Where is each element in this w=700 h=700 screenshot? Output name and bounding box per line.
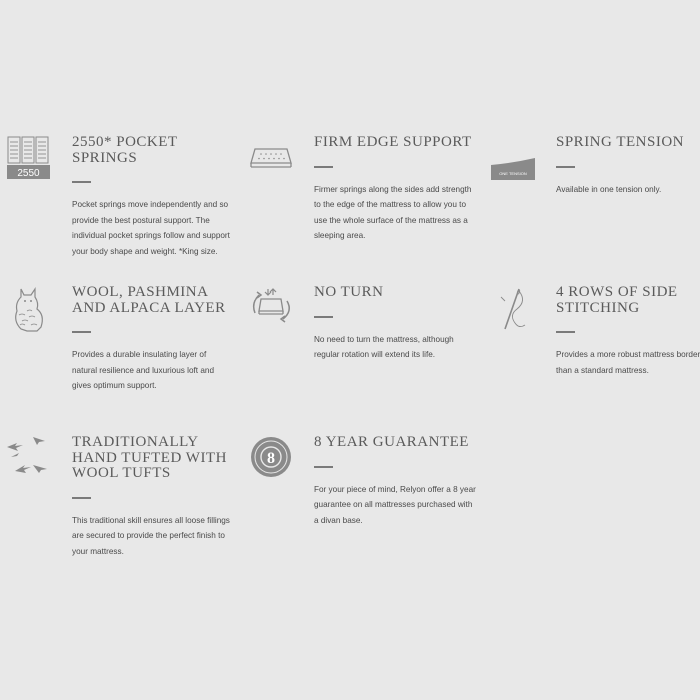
feature-firm-edge-support: [249, 135, 484, 265]
feature-title: FIRM EDGE SUPPORT: [314, 134, 472, 150]
feature-title: SPRING TENSION: [556, 134, 684, 150]
feature-title: TRADITIONALLY HAND TUFTED WITH WOOL TUFTS: [72, 434, 227, 481]
feature-description: Pocket springs move independently and so provide the best postural support. The individual pocket springs follow and support your body shape and weight. *King size.: [72, 200, 230, 256]
needle-thread-icon: [491, 285, 541, 335]
title-underline: [72, 497, 91, 499]
feature-side-stitching: [491, 285, 700, 415]
feature-title: 8 YEAR GUARANTEE: [314, 434, 469, 450]
title-underline: [314, 166, 333, 168]
title-underline: [72, 181, 91, 183]
title-underline: [556, 166, 575, 168]
feature-no-turn: [249, 285, 484, 415]
feature-description: Provides a durable insulating layer of natural resilience and luxurious loft and gives optimum support.: [72, 350, 215, 391]
title-underline: [556, 331, 575, 333]
spring-tension-icon: [491, 135, 541, 185]
pocket-springs-icon: [7, 135, 57, 185]
guarantee-badge-icon: [249, 435, 299, 485]
feature-pocket-springs: [7, 135, 242, 265]
guarantee-years-label: 8: [267, 450, 275, 467]
title-underline: [72, 331, 91, 333]
feature-title: 2550* POCKET SPRINGS: [72, 134, 178, 166]
pocket-springs-count-label: 2550: [17, 168, 40, 179]
feature-title: 4 ROWS OF SIDE STITCHING: [556, 284, 678, 316]
feature-description: Firmer springs along the sides add strength to the edge of the mattress to allow you to use the whole surface of the mattress as a sleeping area.: [314, 184, 472, 241]
feature-hand-tufted: [7, 435, 242, 565]
firm-edge-icon: [249, 135, 299, 185]
spring-tension-label: ONE TENSION: [499, 171, 527, 176]
feature-spring-tension: [491, 135, 700, 265]
title-underline: [314, 316, 333, 318]
feature-title: WOOL, PASHMINA AND ALPACA LAYER: [72, 284, 226, 316]
feature-description: Available in one tension only.: [556, 184, 662, 194]
no-turn-icon: [249, 285, 299, 335]
title-underline: [314, 466, 333, 468]
feature-description: For your piece of mind, Relyon offer a 8 year guarantee on all mattresses purchased with a divan base.: [314, 484, 476, 525]
feature-guarantee: [249, 435, 484, 565]
alpaca-icon: [7, 285, 57, 335]
feature-description: No need to turn the mattress, although regular rotation will extend its life.: [314, 334, 454, 360]
feature-description: This traditional skill ensures all loose fillings are secured to provide the perfect finish to your mattress.: [72, 515, 230, 556]
wool-tufts-icon: [7, 435, 57, 485]
feature-wool-pashmina-alpaca: [7, 285, 242, 415]
feature-description: Provides a more robust mattress border than a standard mattress.: [556, 350, 700, 375]
feature-title: NO TURN: [314, 284, 384, 300]
